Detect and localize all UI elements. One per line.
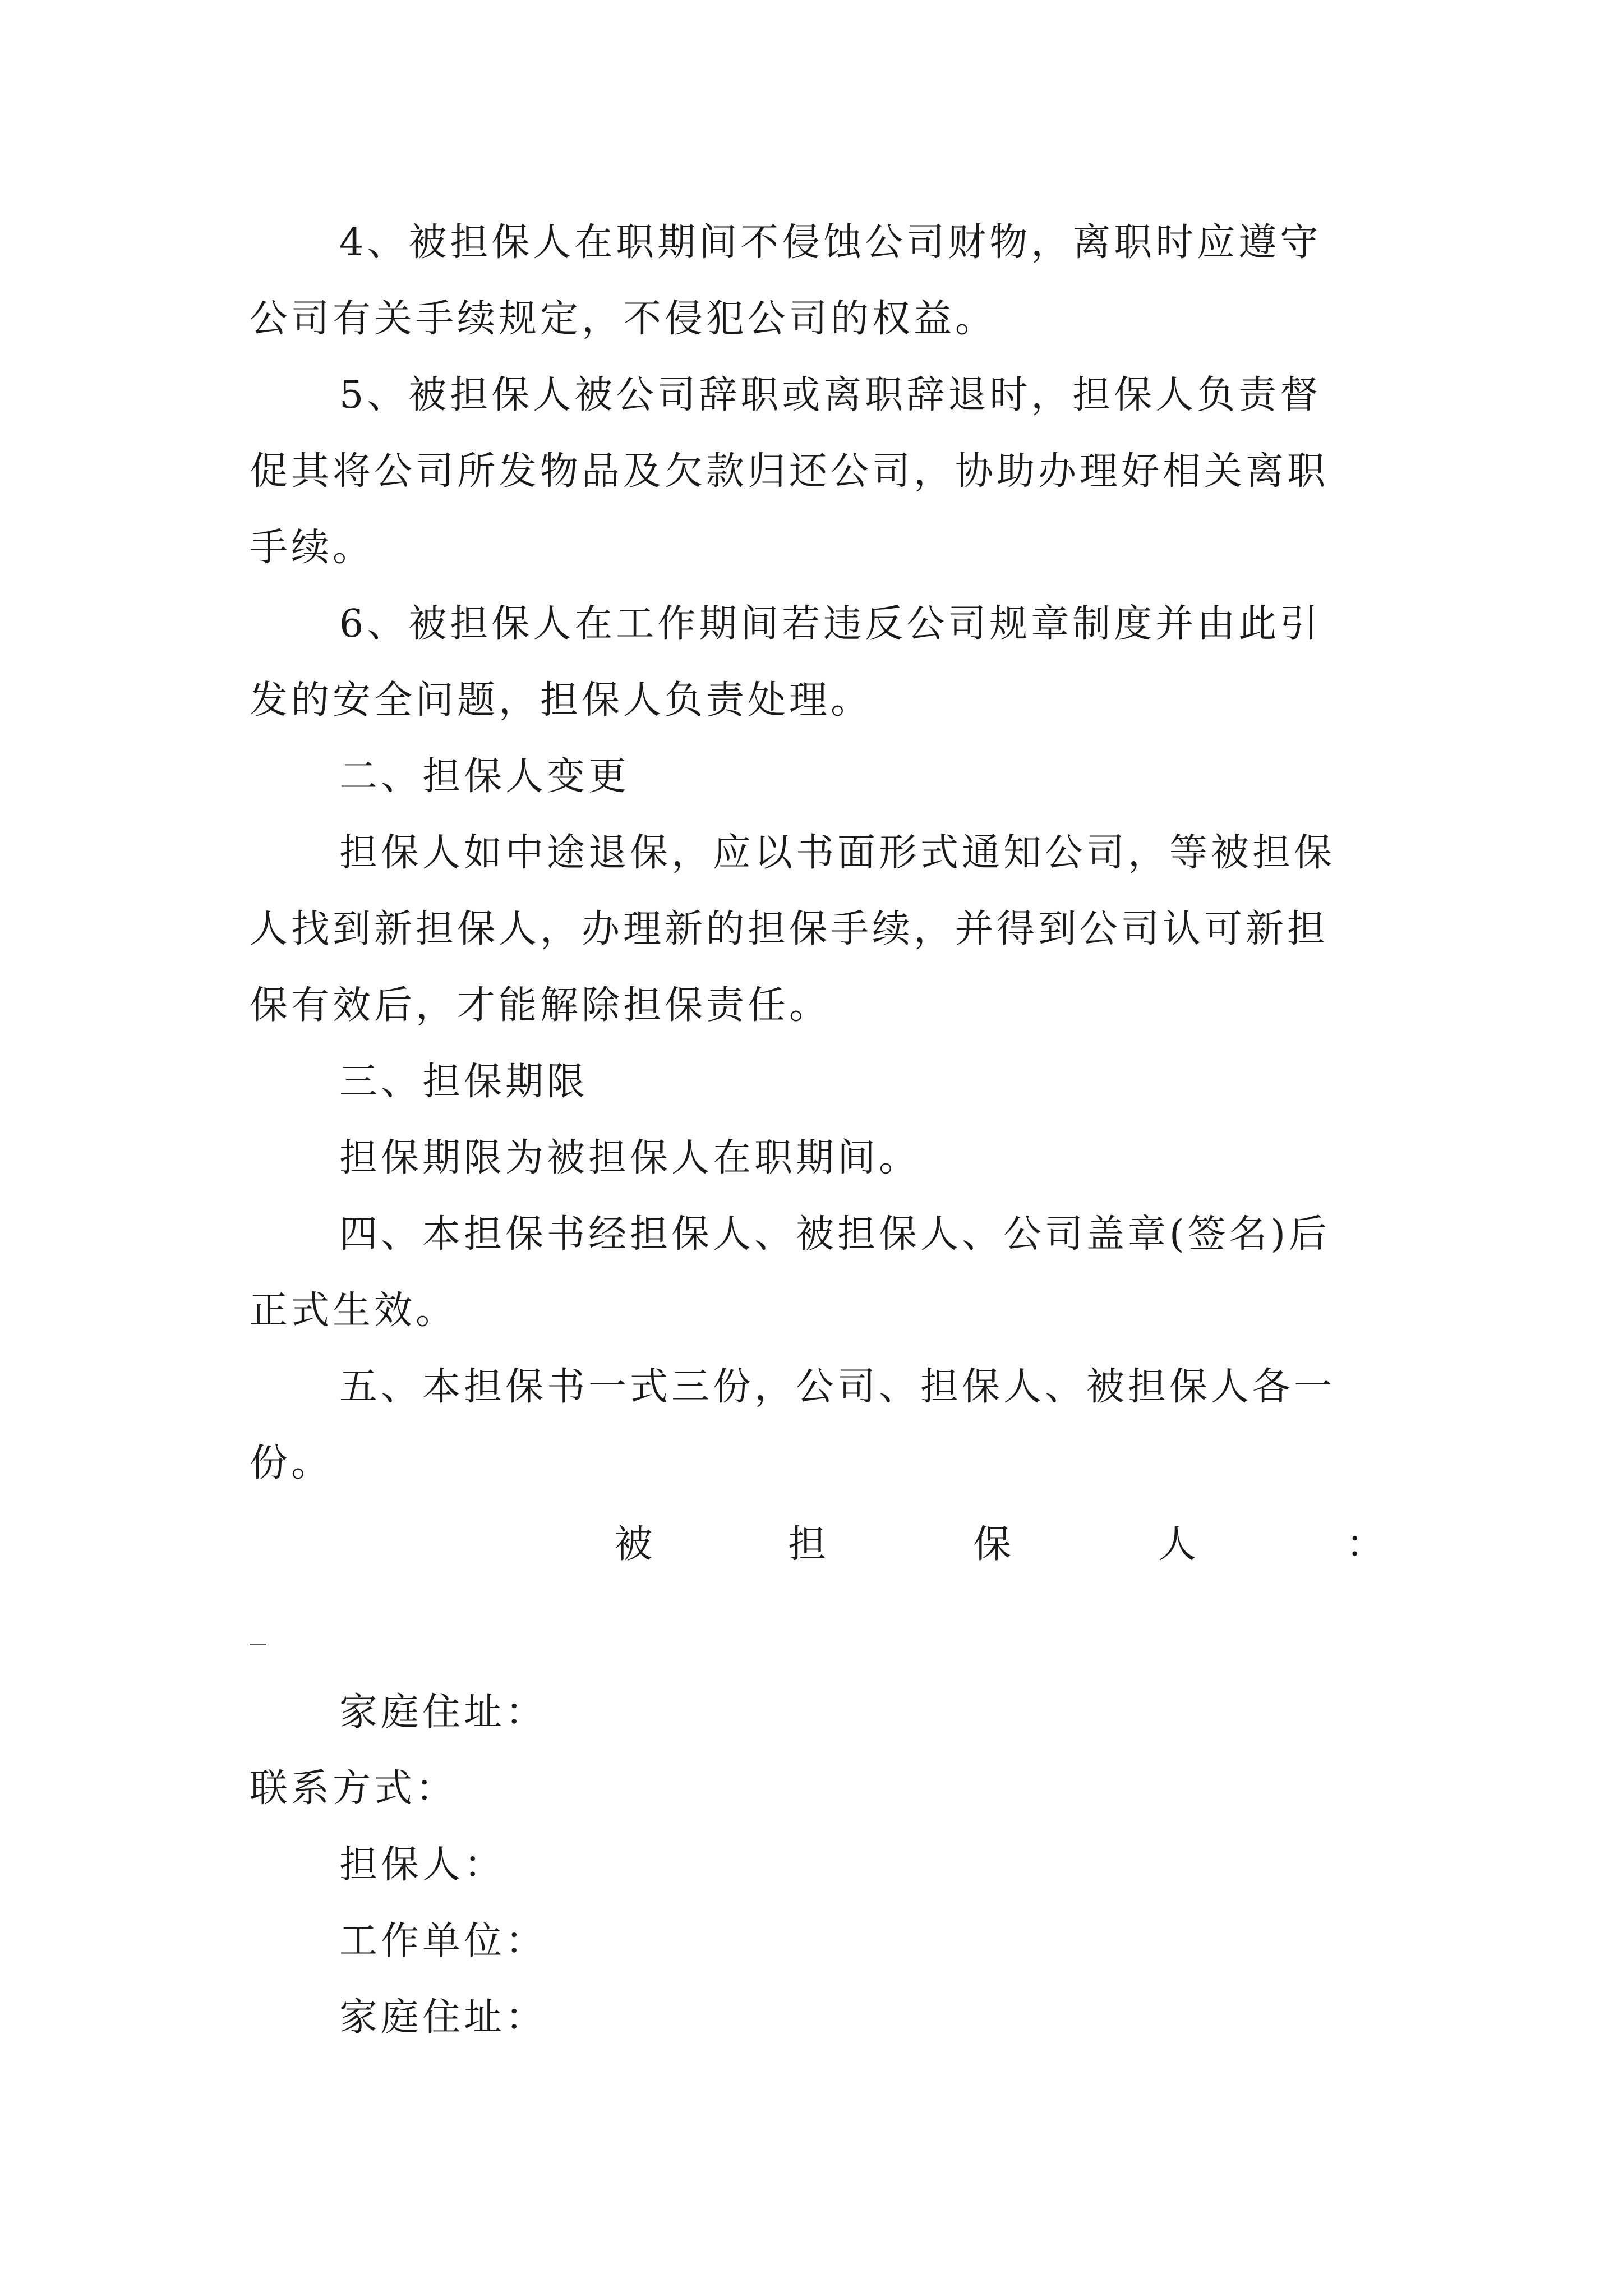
section-4-line-1: 四、本担保书经担保人、被担保人、公司盖章(签名)后	[339, 1212, 1331, 1257]
section-3-line-1: 担保期限为被担保人在职期间。	[339, 1136, 921, 1180]
field-home-address-1: 家庭住址：	[339, 1690, 547, 1734]
clause-4-line-1: 4、被担保人在职期间不侵蚀公司财物，离职时应遵守	[339, 220, 1322, 265]
sig-char-1: 被	[614, 1522, 653, 1567]
clause-6-line-2: 发的安全问题，担保人负责处理。	[250, 678, 873, 723]
clause-5-line-2: 促其将公司所发物品及欠款归还公司，协助办理好相关离职	[250, 449, 1329, 494]
clause-5-line-3: 手续。	[250, 526, 375, 570]
sig-char-3: 保	[973, 1522, 1012, 1567]
field-guarantor: 担保人：	[339, 1843, 506, 1887]
clause-4-line-2: 公司有关手续规定，不侵犯公司的权益。	[250, 297, 997, 341]
section-4-line-2: 正式生效。	[250, 1289, 458, 1333]
section-2-line-2: 人找到新担保人，办理新的担保手续，并得到公司认可新担	[250, 907, 1329, 951]
sig-char-2: 担	[788, 1522, 827, 1567]
section-5-line-2: 份。	[250, 1441, 333, 1485]
field-contact: 联系方式：	[250, 1766, 458, 1811]
field-home-address-2: 家庭住址：	[339, 1995, 547, 2040]
sig-char-4: 人	[1158, 1522, 1197, 1567]
field-work-unit: 工作单位：	[339, 1919, 547, 1963]
clause-5-line-1: 5、被担保人被公司辞职或离职辞退时，担保人负责督	[339, 373, 1322, 417]
clause-6-line-1: 6、被担保人在工作期间若违反公司规章制度并由此引	[339, 602, 1322, 646]
section-2-line-1: 担保人如中途退保，应以书面形式通知公司，等被担保	[339, 831, 1336, 875]
sig-colon: ：	[1346, 1522, 1385, 1567]
section-3-heading: 三、担保期限	[339, 1060, 589, 1104]
guaranteed-person-label	[250, 1517, 1388, 1573]
signature-underline	[250, 1644, 266, 1645]
section-2-line-3: 保有效后，才能解除担保责任。	[250, 983, 831, 1028]
section-5-line-1: 五、本担保书一式三份，公司、担保人、被担保人各一	[339, 1365, 1336, 1409]
section-2-heading: 二、担保人变更	[339, 754, 630, 799]
